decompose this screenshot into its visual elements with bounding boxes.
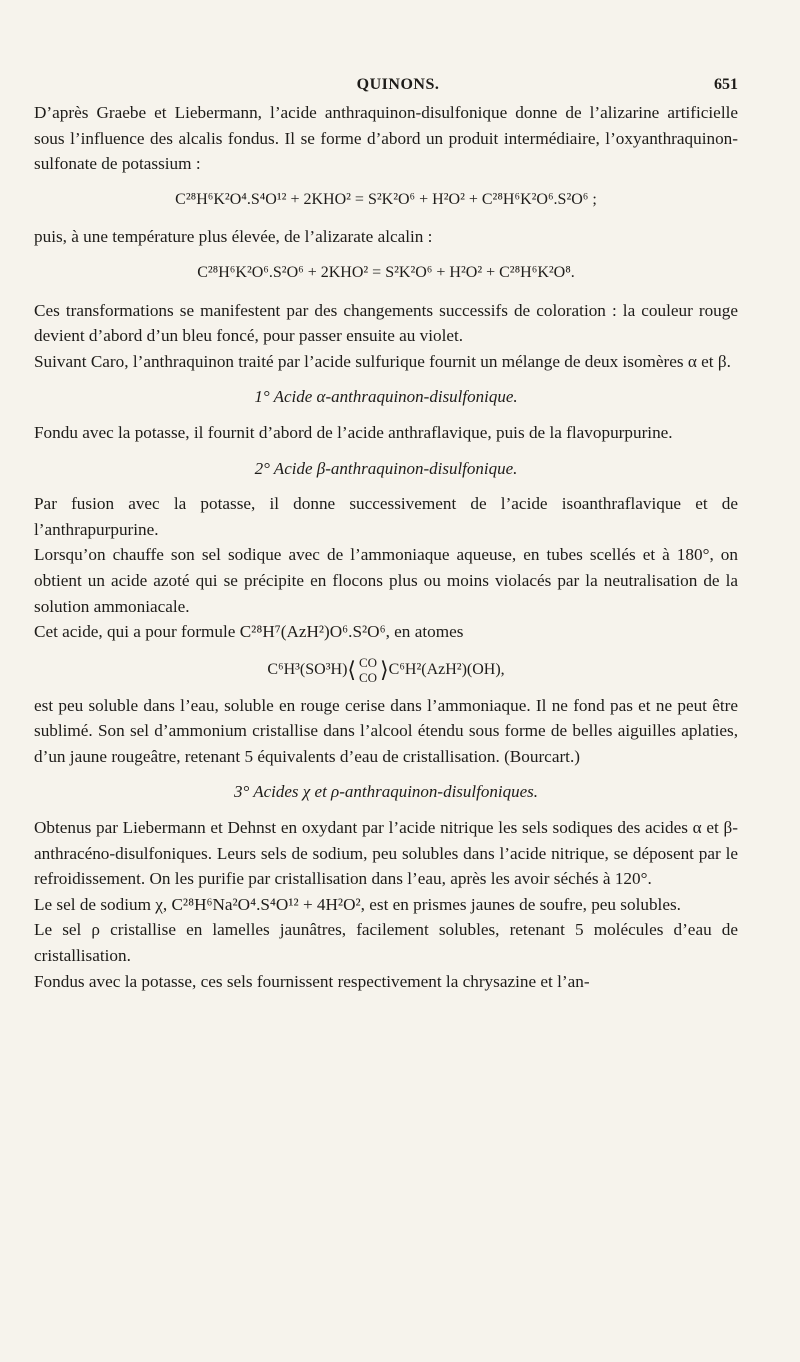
co-bridge [359,655,377,685]
paragraph: Ces transformations se manifestent par des changements successifs de coloration : la couleur rouge devient d’abord d’un bleu foncé, pour passer ensuite au violet. [34,300,738,346]
paragraph: Cet acide, qui a pour formule C²⁸H⁷(AzH²)O⁶.S²O⁶, en atomes [34,622,464,642]
paragraph: est peu soluble dans l’eau, soluble en rouge cerise dans l’ammoniaque. Il ne fond pas et ne peut être sublimé. Son sel d’ammonium cristallise dans l’alcool étendu sous forme de belles aiguilles aplaties, d’un jaune rougeâtre, retenant 5 équivalents d’eau de cristallisation. (Bourcart.) [34,695,738,766]
structural-formula [34,655,738,685]
paragraph: Lorsqu’on chauffe son sel sodique avec de l’ammoniaque aqueuse, en tubes scellés et à 180°, on obtient un acide azoté qui se précipite en flocons plus ou moins violacés par la neutralisation de la solution ammoniacale. [34,545,738,616]
equation: C²⁸H⁶K²O⁴.S⁴O¹² + 2KHO² = S²K²O⁶ + H²O² + C²⁸H⁶K²O⁶.S²O⁶ ; [175,190,597,208]
equation: C²⁸H⁶K²O⁶.S²O⁶ + 2KHO² = S²K²O⁶ + H²O² + C²⁸H⁶K²O⁸. [197,263,575,281]
paragraph: Obtenus par Liebermann et Dehnst en oxydant par l’acide nitrique les sels sodiques des acides α et β-anthracéno-disulfoniques. Leurs sels de sodium, peu solubles dans l’acide nitrique, se déposent par le refroidissement. On les purifie par cristallisation dans l’eau, après les avoir séchés à 120°. [34,818,738,889]
bracket-left-icon: ⟨ [347,656,356,682]
paragraph: puis, à une température plus élevée, de l’alizarate alcalin : [34,227,433,247]
paragraph: Par fusion avec la potasse, il donne successivement de l’acide isoanthraflavique et de l’anthrapurpurine. [34,494,738,539]
page-number: 651 [714,76,738,93]
paragraph: Suivant Caro, l’anthraquinon traité par l’acide sulfurique fournit un mélange de deux isomères α et β. [34,351,731,371]
co-top: CO [358,654,378,670]
formula-left: C⁶H³(SO³H) [267,660,348,678]
section-heading: 3° Acides χ et ρ-anthraquinon-disulfoniques. [233,782,539,802]
paragraph: Fondus avec la potasse, ces sels fournissent respectivement la chrysazine et l’an- [34,971,590,991]
paragraph: Fondu avec la potasse, il fournit d’abord de l’acide anthraflavique, puis de la flavopurpurine. [34,422,673,442]
bracket-right-icon: ⟩ [380,656,389,682]
section-heading: 2° Acide β-anthraquinon-disulfonique. [254,458,518,478]
section-heading: 1° Acide α-anthraquinon-disulfonique. [254,387,518,407]
running-title: QUINONS. [356,76,440,93]
paragraph: D’après Graebe et Liebermann, l’acide anthraquinon-disulfonique donne de l’alizarine artificielle sous l’influence des alcalis fondus. Il se forme d’abord un produit intermédiaire, l’oxyanthraquinon-sulfonate de potassium : [34,103,738,174]
body-text [34,100,738,994]
paragraph: Le sel de sodium χ, C²⁸H⁶Na²O⁴.S⁴O¹² + 4H²O², est en prismes jaunes de soufre, peu solubles. [34,894,681,914]
paragraph: Le sel ρ cristallise en lamelles jaunâtres, facilement solubles, retenant 5 molécules d’eau de cristallisation. [34,920,738,966]
running-header [58,76,738,100]
formula-right: C⁶H²(AzH²)(OH), [388,660,505,678]
co-bottom: CO [358,669,378,685]
